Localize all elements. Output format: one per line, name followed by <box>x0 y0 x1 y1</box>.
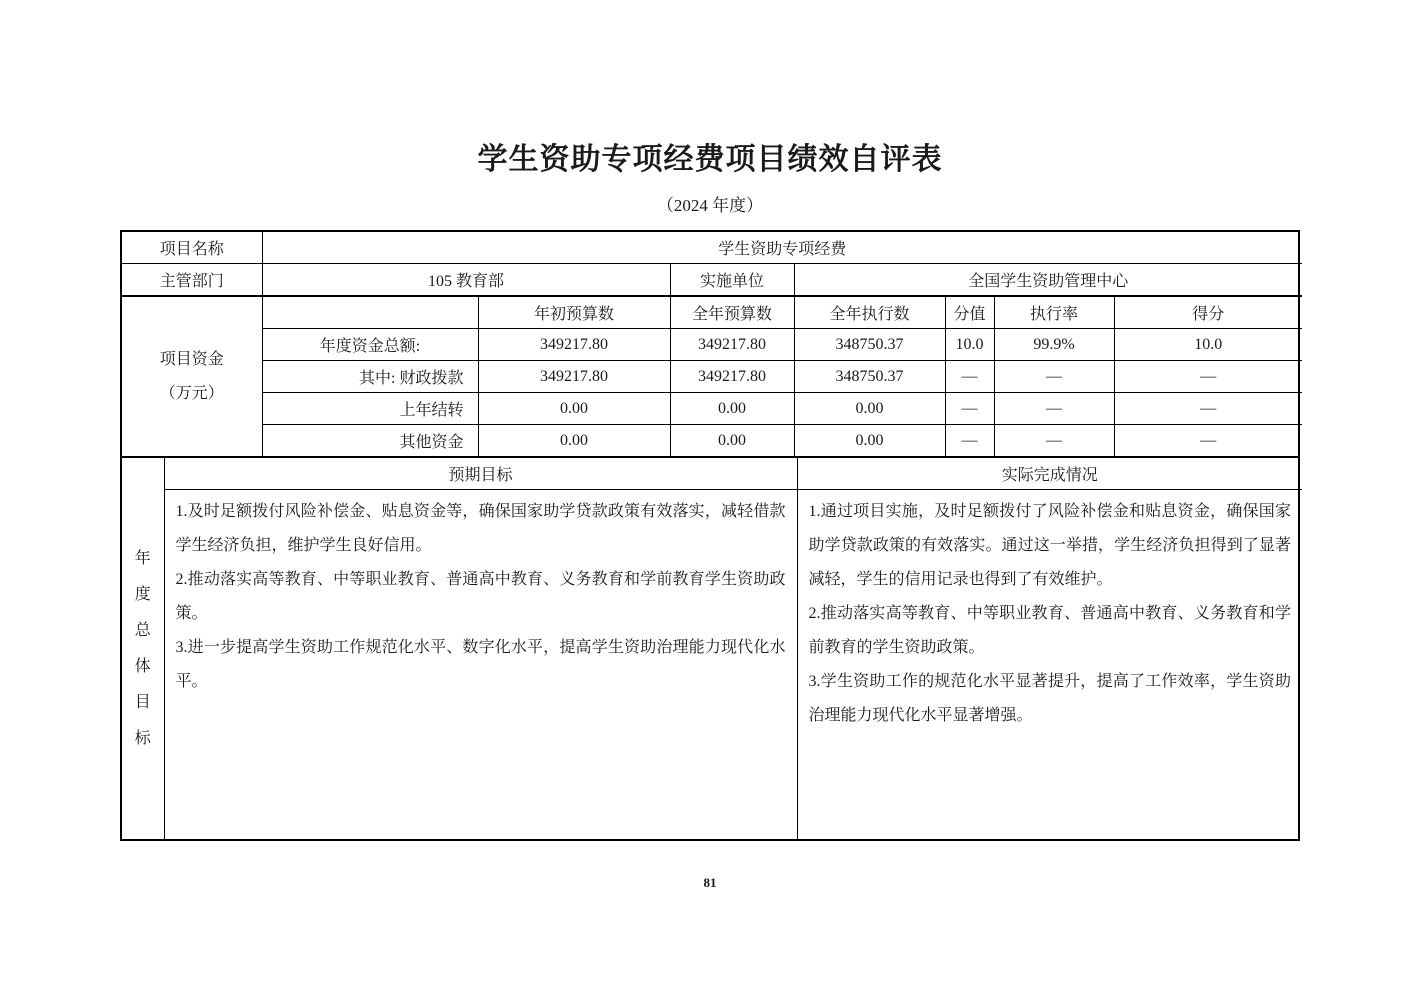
funds-value-cell: 0.00 <box>794 425 945 457</box>
funds-row-label: 其中: 财政拨款 <box>262 361 478 393</box>
funds-row-label: 其他资金 <box>262 425 478 457</box>
project-name-label: 项目名称 <box>122 232 262 264</box>
document-page <box>120 0 1300 891</box>
funds-section-label-line1: 项目资金 <box>159 350 224 368</box>
funds-row-fiscal <box>122 361 1302 393</box>
funds-value-cell: — <box>994 393 1114 425</box>
header-execution-rate: 执行率 <box>994 296 1114 329</box>
funds-value-cell: — <box>1114 361 1302 393</box>
annual-goals-section <box>122 456 1298 839</box>
goal-item: 1.通过项目实施，及时足额拨付了风险补偿金和贴息资金，确保国家助学贷款政策的有效落实。通过这一举措，学生经济负担得到了显著减轻，学生的信用记录也得到了有效维护。 <box>808 503 1291 588</box>
header-annual-execution: 全年执行数 <box>794 296 945 329</box>
funds-row-other <box>122 425 1302 457</box>
funds-value-cell: 0.00 <box>670 393 794 425</box>
department-value: 105 教育部 <box>262 264 670 297</box>
header-annual-budget: 全年预算数 <box>670 296 794 329</box>
page-title: 学生资助专项经费项目绩效自评表 <box>477 143 943 176</box>
funds-row-label: 年度资金总额: <box>262 329 478 361</box>
expected-goal-header: 预期目标 <box>164 458 797 490</box>
goals-content-row <box>122 490 1302 840</box>
funds-value-cell: — <box>945 393 994 425</box>
header-score-weight: 分值 <box>945 296 994 329</box>
funds-value-cell: 0.00 <box>670 425 794 457</box>
department-row <box>122 264 1302 297</box>
goal-item: 3.进一步提高学生资助工作规范化水平、数字化水平，提高学生资助治理能力现代化水平。 <box>175 639 786 690</box>
project-name-value: 学生资助专项经费 <box>262 232 1302 264</box>
funds-value-cell: 10.0 <box>945 329 994 361</box>
funds-row-carryover <box>122 393 1302 425</box>
funds-value-cell: 10.0 <box>1114 329 1302 361</box>
actual-completion-header: 实际完成情况 <box>797 458 1302 490</box>
funds-value-cell: 0.00 <box>478 393 670 425</box>
header-initial-budget: 年初预算数 <box>478 296 670 329</box>
implement-unit-value: 全国学生资助管理中心 <box>794 264 1302 297</box>
funds-row-total <box>122 329 1302 361</box>
funds-info-table <box>122 232 1302 456</box>
expected-goal-text <box>164 490 797 840</box>
funds-value-cell: 349217.80 <box>478 361 670 393</box>
implement-unit-label: 实施单位 <box>670 264 794 297</box>
funds-section-label-line2: （万元） <box>159 384 224 402</box>
project-name-row <box>122 232 1302 264</box>
goal-item: 1.及时足额拨付风险补偿金、贴息资金等，确保国家助学贷款政策有效落实，减轻借款学生经济负担，维护学生良好信用。 <box>175 503 786 554</box>
annual-goal-section-label-text: 年度总体目标 <box>134 549 151 747</box>
funds-value-cell: 349217.80 <box>670 361 794 393</box>
header-score: 得分 <box>1114 296 1302 329</box>
funds-value-cell: 349217.80 <box>478 329 670 361</box>
funds-value-cell: — <box>945 425 994 457</box>
funds-row-label: 上年结转 <box>262 393 478 425</box>
funds-value-cell: 0.00 <box>794 393 945 425</box>
goal-item: 2.推动落实高等教育、中等职业教育、普通高中教育、义务教育和学前教育的学生资助政策。 <box>808 605 1291 656</box>
funds-value-cell: 349217.80 <box>670 329 794 361</box>
funds-value-cell: — <box>994 425 1114 457</box>
annual-goals-table <box>122 458 1302 839</box>
funds-value-cell: — <box>1114 393 1302 425</box>
annual-goal-section-label <box>122 458 164 839</box>
funds-value-cell: — <box>994 361 1114 393</box>
funds-header-row <box>122 296 1302 329</box>
department-label: 主管部门 <box>122 264 262 297</box>
page-subtitle: （2024 年度） <box>656 196 764 215</box>
funds-value-cell: — <box>1114 425 1302 457</box>
funds-value-cell: 348750.37 <box>794 329 945 361</box>
goal-item: 2.推动落实高等教育、中等职业教育、普通高中教育、义务教育和学前教育学生资助政策。 <box>175 571 786 622</box>
page-number: 81 <box>703 875 717 890</box>
funds-value-cell: 0.00 <box>478 425 670 457</box>
funds-value-cell: 99.9% <box>994 329 1114 361</box>
funds-section-label <box>122 296 262 456</box>
funds-value-cell: — <box>945 361 994 393</box>
funds-header-empty <box>262 296 478 329</box>
goals-header-row <box>122 458 1302 490</box>
funds-value-cell: 348750.37 <box>794 361 945 393</box>
evaluation-table <box>120 230 1300 841</box>
actual-completion-text <box>797 490 1302 840</box>
goal-item: 3.学生资助工作的规范化水平显著提升，提高了工作效率，学生资助治理能力现代化水平显著增强。 <box>808 673 1291 724</box>
